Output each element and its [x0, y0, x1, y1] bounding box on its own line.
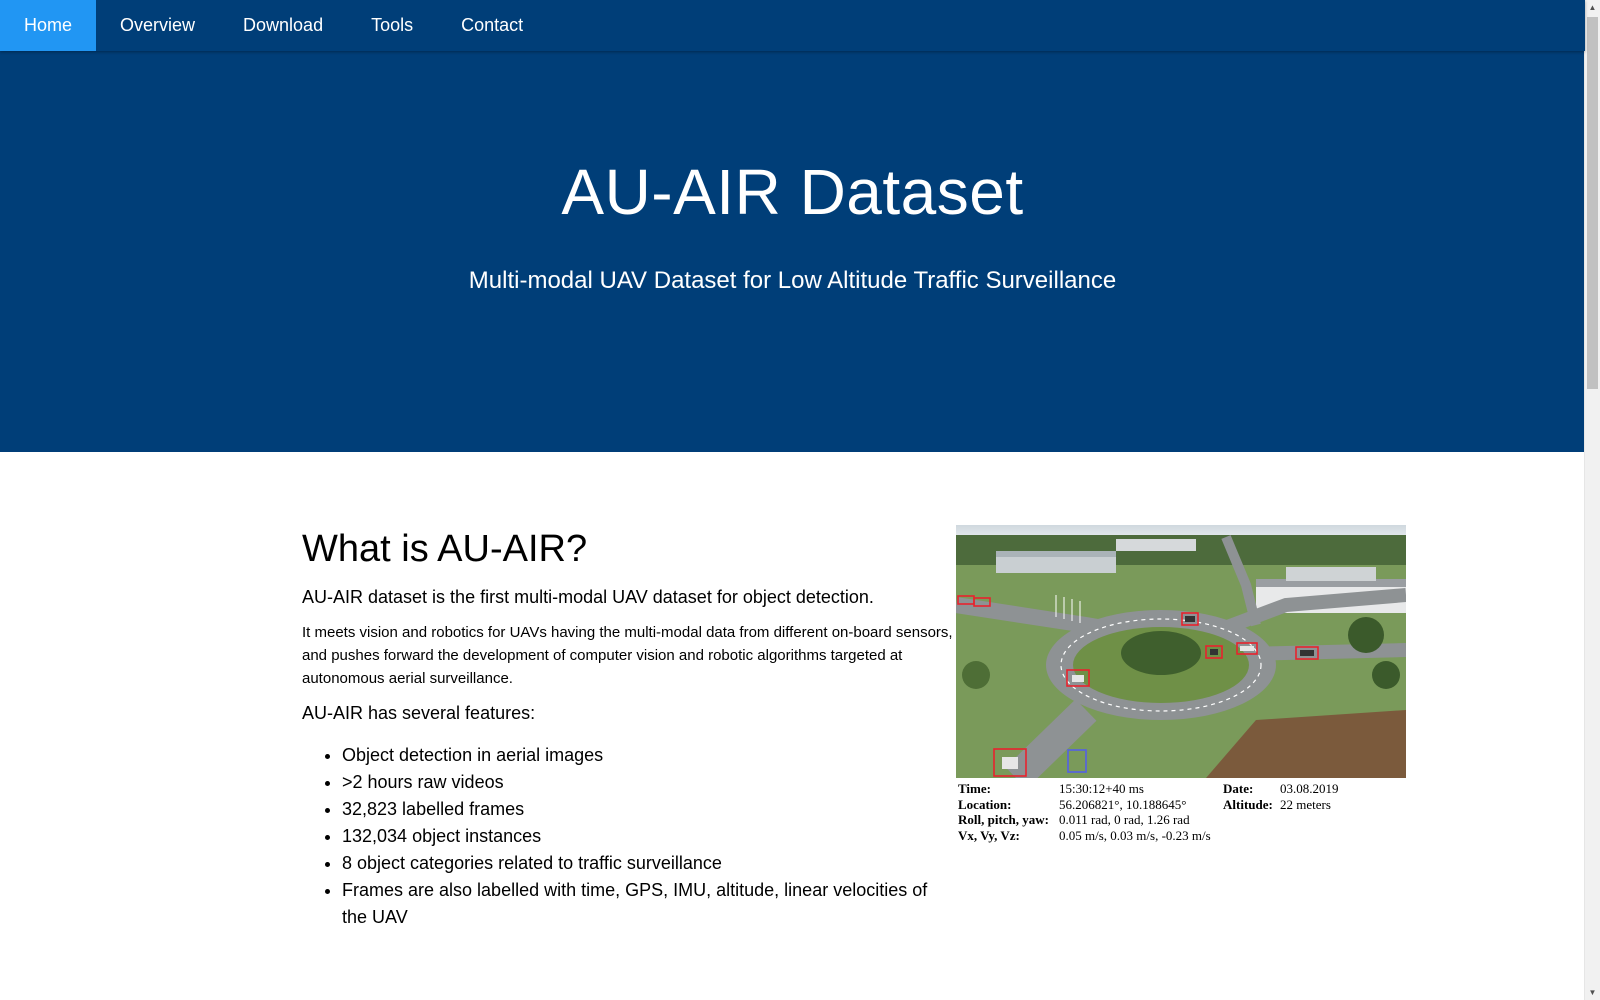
altitude-value: 22 meters	[1280, 796, 1331, 812]
rpy-value: 0.011 rad, 0 rad, 1.26 rad	[1059, 812, 1190, 827]
list-item: • >2 hours raw videos	[342, 769, 956, 796]
rpy-label: Roll, pitch, yaw:	[958, 812, 1049, 827]
features-heading: AU-AIR has several features:	[302, 703, 536, 723]
hero-title: AU-AIR Dataset	[561, 156, 1024, 228]
velocity-value: 0.05 m/s, 0.03 m/s, -0.23 m/s	[1059, 827, 1211, 843]
nav-overview[interactable]: Overview	[120, 15, 196, 35]
scroll-down-arrow-icon[interactable]: ▼	[1588, 988, 1597, 997]
nav-tools[interactable]: Tools	[371, 15, 414, 35]
nav-home[interactable]: Home	[0, 0, 96, 51]
about-lead: AU-AIR dataset is the first multi-modal UAV dataset for object detection.	[302, 587, 874, 607]
list-item: • 132,034 object instances	[342, 823, 956, 850]
date-value: 03.08.2019	[1280, 781, 1339, 796]
list-item: • 8 object categories related to traffic surveillance	[342, 850, 956, 877]
frame-metadata	[958, 781, 1406, 843]
location-label: Location:	[958, 796, 1012, 812]
time-value: 15:30:12+40 ms	[1059, 781, 1144, 796]
nav-download[interactable]: Download	[243, 15, 324, 35]
sample-figure	[956, 525, 1406, 847]
about-section	[302, 527, 956, 931]
about-body: It meets vision and robotics for UAVs having the multi-modal data from different on-board sensors, and pushes forward the development of computer vision and robotic algorithms targeted at autonomous aerial surveillance.	[302, 624, 953, 687]
aerial-photo	[956, 525, 1406, 778]
top-nav	[0, 0, 1585, 51]
list-item: • 32,823 labelled frames	[342, 796, 956, 823]
scroll-up-arrow-icon[interactable]: ▲	[1588, 3, 1597, 12]
location-value: 56.206821°, 10.188645°	[1059, 796, 1187, 812]
altitude-label: Altitude:	[1223, 796, 1273, 812]
list-item: • Frames are also labelled with time, GPS, IMU, altitude, linear velocities of the UAV	[342, 877, 956, 931]
scroll-thumb[interactable]	[1587, 17, 1598, 389]
page-scrollbar[interactable]	[1584, 0, 1600, 1000]
hero-subtitle: Multi-modal UAV Dataset for Low Altitude Traffic Surveillance	[468, 267, 1117, 294]
hero-banner	[0, 51, 1585, 452]
date-label: Date:	[1223, 781, 1254, 796]
velocity-label: Vx, Vy, Vz:	[958, 827, 1020, 843]
time-label: Time:	[958, 781, 991, 796]
features-list	[302, 742, 956, 931]
nav-contact[interactable]: Contact	[461, 15, 524, 35]
list-item: • Object detection in aerial images	[342, 742, 956, 769]
about-heading: What is AU-AIR?	[302, 528, 588, 570]
